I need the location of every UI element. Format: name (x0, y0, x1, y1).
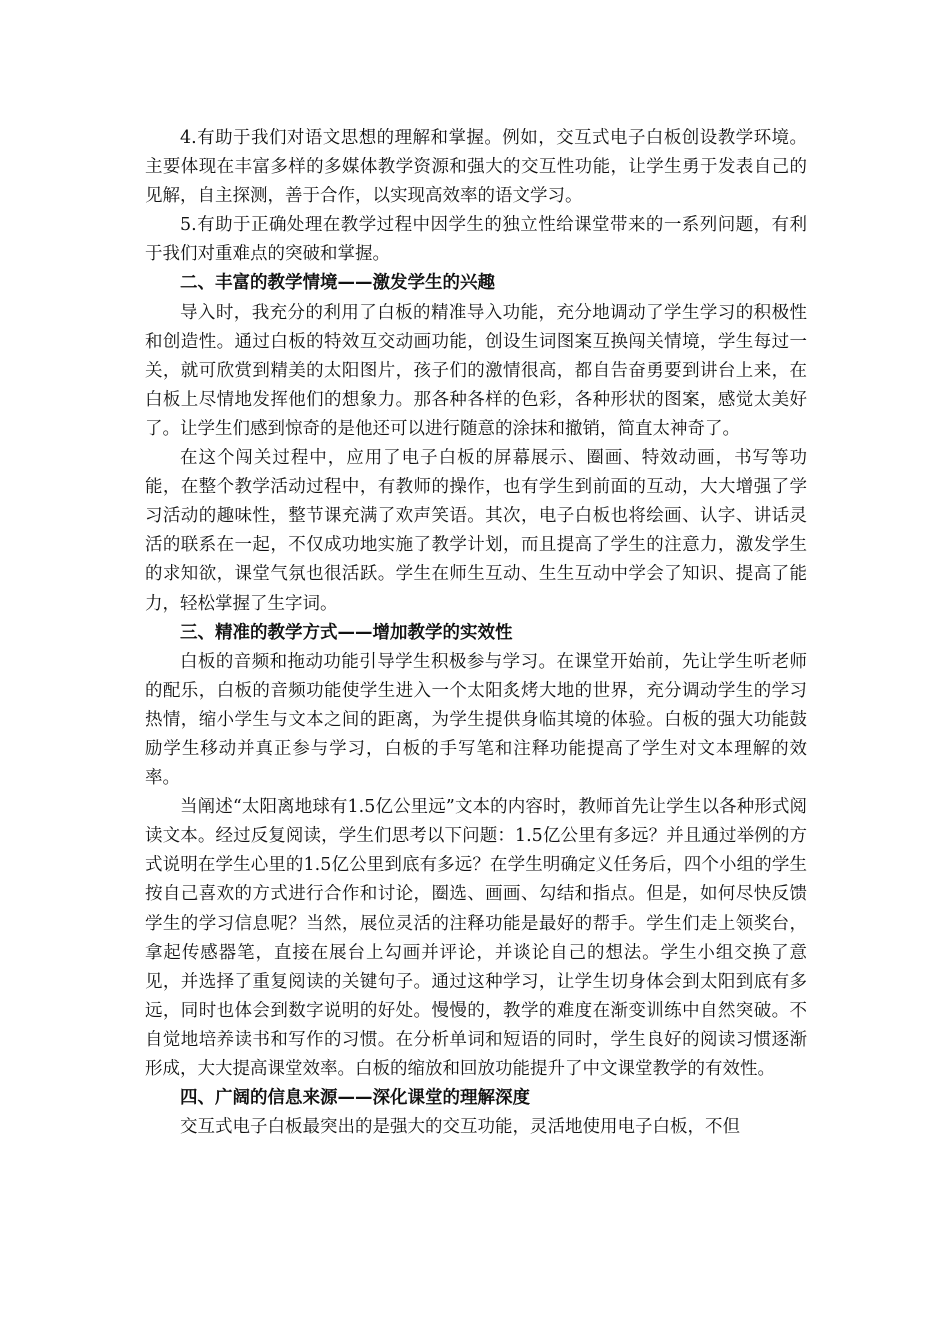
paragraph-point-5: 5.有助于正确处理在教学过程中因学生的独立性给课堂带来的一系列问题，有利于我们对重难点的突破和掌握。 (145, 215, 807, 265)
paragraph: 导入时，我充分的利用了白板的精准导入功能，充分地调动了学生学习的积极性和创造性。通过白板的特效互交动画功能，创设生词图案互换闯关情境，学生每过一关，就可欣赏到精美的太阳图片，孩子们的激情很高，都自告奋勇要到讲台上来，在白板上尽情地发挥他们的想象力。那各种各样的色彩，各种形状的图案，感觉太美好了。让学生们感到惊奇的是他还可以进行随意的涂抹和撤销，简直太神奇了。 (145, 302, 807, 439)
document-body (145, 124, 807, 1142)
section-heading-4: 四、广阔的信息来源——深化课堂的理解深度 (180, 1088, 530, 1109)
paragraph: 交互式电子白板最突出的是强大的交互功能，灵活地使用电子白板，不但 (180, 1117, 740, 1138)
paragraph: 白板的音频和拖动功能引导学生积极参与学习。在课堂开始前，先让学生听老师的配乐，白板的音频功能使学生进入一个太阳炙烤大地的世界，充分调动学生的学习热情，缩小学生与文本之间的距离，为学生提供身临其境的体验。白板的强大功能鼓励学生移动并真正参与学习，白板的手写笔和注释功能提高了学生对文本理解的效率。 (145, 651, 807, 789)
paragraph: 当阐述“太阳离地球有1.5亿公里远”文本的内容时，教师首先让学生以各种形式阅读文本。经过反复阅读，学生们思考以下问题：1.5亿公里有多远？并且通过举例的方式说明在学生心里的1.5亿公里到底有多远？在学生明确定义任务后，四个小组的学生按自己喜欢的方式进行合作和讨论，圈选、画画、勾结和指点。但是，如何尽快反馈学生的学习信息呢？当然，展位灵活的注释功能是最好的帮手。学生们走上领奖台，拿起传感器笔，直接在展台上勾画并评论，并谈论自己的想法。学生小组交换了意见，并选择了重复阅读的关键句子。通过这种学习，让学生切身体会到太阳到底有多远，同时也体会到数字说明的好处。慢慢的，教学的难度在渐变训练中自然突破。不自觉地培养读书和写作的习惯。在分析单词和短语的同时，学生良好的阅读习惯逐渐形成，大大提高课堂效率。白板的缩放和回放功能提升了中文课堂教学的有效性。 (145, 797, 807, 1079)
section-heading-3: 三、精准的教学方式——增加教学的实效性 (180, 622, 513, 643)
paragraph: 在这个闯关过程中，应用了电子白板的屏幕展示、圈画、特效动画，书写等功能，在整个教学活动过程中，有教师的操作，也有学生到前面的互动，大大增强了学习活动的趣味性，整节课充满了欢声笑语。其次，电子白板也将绘画、认字、讲话灵活的联系在一起，不仅成功地实施了教学计划，而且提高了学生的注意力，激发学生的求知欲，课堂气氛也很活跃。学生在师生互动、生生互动中学会了知识、提高了能力，轻松掌握了生字词。 (145, 448, 807, 614)
section-heading-2: 二、丰富的教学情境——激发学生的兴趣 (180, 273, 495, 294)
paragraph-point-4: 4.有助于我们对语文思想的理解和掌握。例如，交互式电子白板创设教学环境。主要体现在丰富多样的多媒体教学资源和强大的交互性功能，让学生勇于发表自己的见解，自主探测，善于合作，以实现高效率的语文学习。 (145, 128, 807, 207)
